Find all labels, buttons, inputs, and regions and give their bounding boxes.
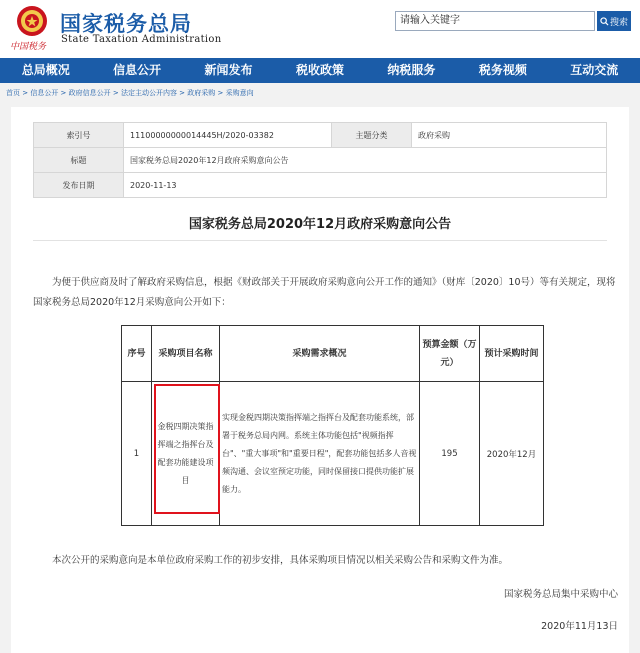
nav-item-video[interactable]: 税务视频 [478,63,527,77]
cell-budget: 195 [420,382,480,526]
signature-date: 2020年11月13日 [541,621,618,632]
nav-item-disclosure[interactable]: 信息公开 [113,63,162,77]
nav-item-news[interactable]: 新闻发布 [204,63,253,77]
tax-emblem-icon [14,4,50,38]
date-value: 2020-11-13 [124,173,607,198]
header-project-name: 采购项目名称 [152,326,220,382]
index-value: 11100000000014445H/2020-03382 [124,123,332,148]
search-input[interactable]: 请输入关键字 [395,11,595,31]
category-value: 政府采购 [412,123,607,148]
header-budget: 预算金额（万元） [420,326,480,382]
breadcrumb[interactable]: 首页 > 信息公开 > 政府信息公开 > 法定主动公开内容 > 政府采购 > 采购意向 [6,89,254,97]
nav-item-interaction[interactable]: 互动交流 [570,63,619,77]
note-paragraph: 本次公开的采购意向是本单位政府采购工作的初步安排，具体采购项目情况以相关采购公告和采购文件为准。 [52,555,509,566]
header-no: 序号 [122,326,152,382]
title-label: 标题 [34,148,124,173]
document-title: 国家税务总局2020年12月政府采购意向公告 [188,217,452,232]
site-header [0,0,640,58]
date-label: 发布日期 [34,173,124,198]
cell-project-name: 金税四期决策指挥端之指挥台及配套功能建设项目 [152,382,220,526]
header-requirement: 采购需求概况 [220,326,420,382]
cell-no: 1 [122,382,152,526]
index-label: 索引号 [34,123,124,148]
search-button[interactable] [597,11,631,31]
slogan: 中国税务 [10,42,47,52]
title-value: 国家税务总局2020年12月政府采购意向公告 [124,148,607,173]
nav-item-service[interactable]: 纳税服务 [387,63,436,77]
cell-requirement: 实现金税四期决策指挥端之指挥台及配套功能系统，部署于税务总局内网。系统主体功能包括"视频指挥台"、"重大事项"和"重要日程"，配套功能包括多人音视频沟通、会议室预定功能，同时保留接口提供功能扩展能力。 [220,382,420,526]
header-time: 预计采购时间 [480,326,544,382]
main-nav [0,58,640,83]
signature: 国家税务总局集中采购中心 [503,589,618,600]
metadata-table [33,122,607,198]
nav-item-policy[interactable]: 税收政策 [295,63,344,77]
category-label: 主题分类 [332,123,412,148]
search-button-label: 搜索 [609,17,628,28]
article-panel [11,107,629,653]
site-subtitle: State Taxation Administration [61,34,222,45]
site-title[interactable]: 国家税务总局 [60,12,192,36]
highlight-box [154,384,220,514]
table-header-row [122,326,544,382]
cell-time: 2020年12月 [480,382,544,526]
search-icon [600,17,609,26]
intro-paragraph: 为便于供应商及时了解政府采购信息，根据《财政部关于开展政府采购意向公开工作的通知》（财库〔2020〕10号）等有关规定，现将国家税务总局2020年12月采购意向公开如下： [33,277,616,308]
divider [33,240,607,241]
nav-item-overview[interactable]: 总局概况 [21,63,70,77]
